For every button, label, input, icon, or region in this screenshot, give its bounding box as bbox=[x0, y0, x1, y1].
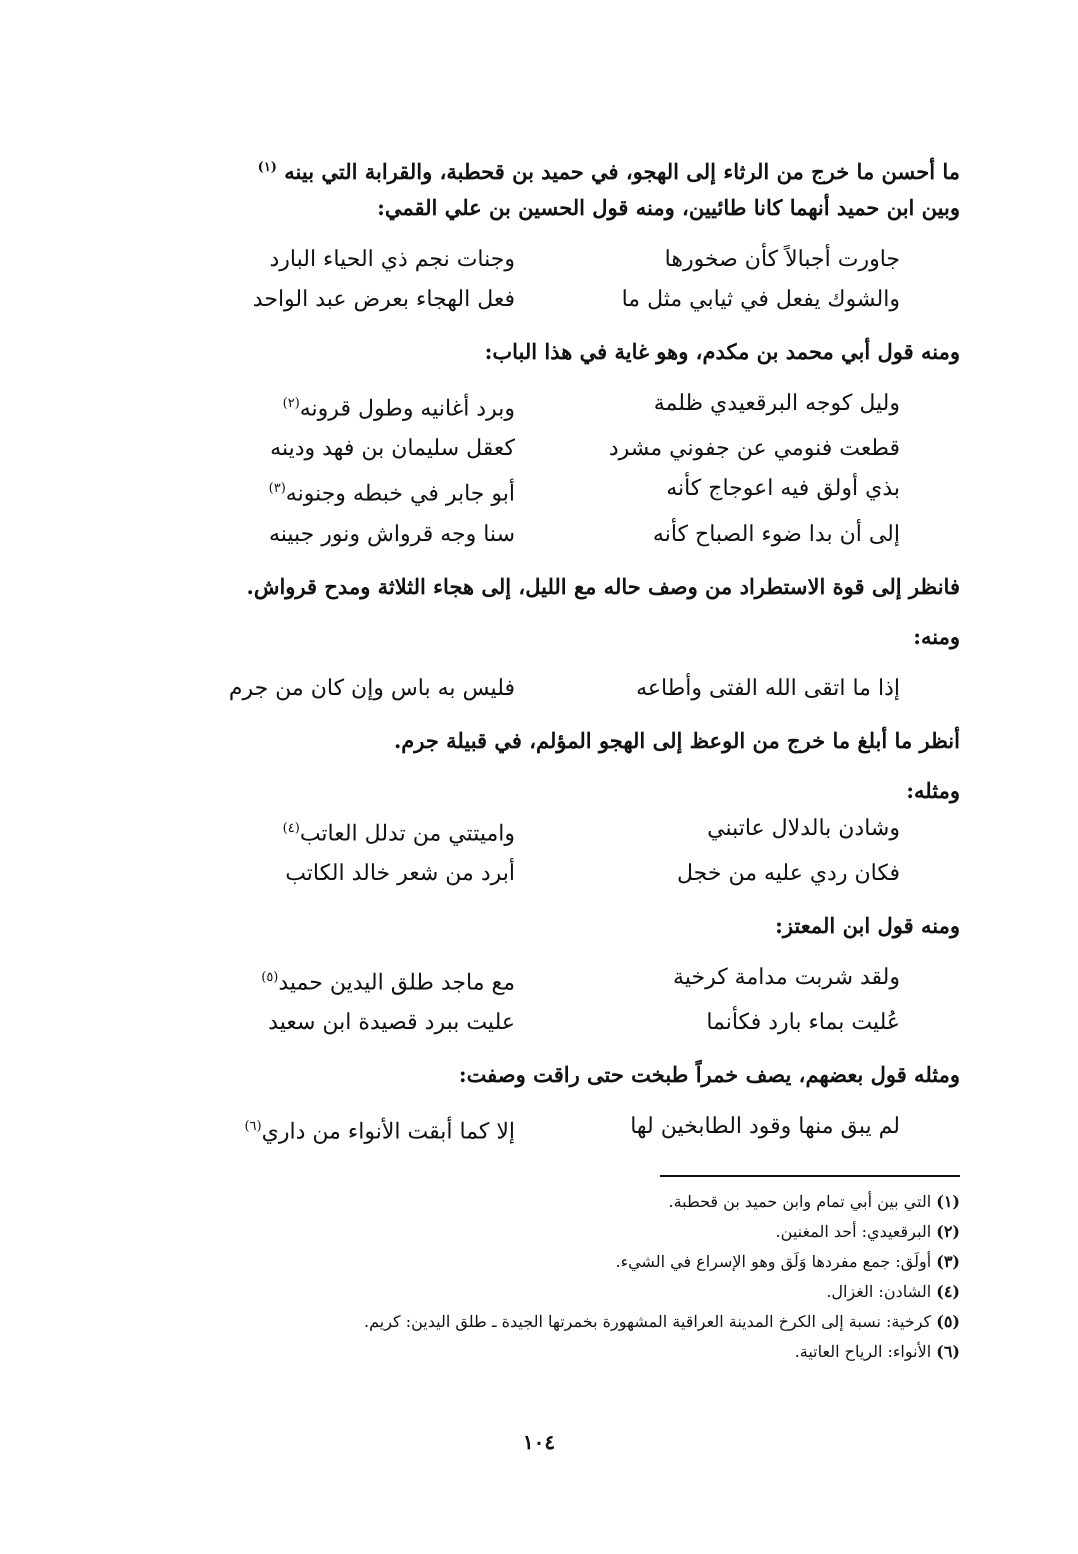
footnote-ref-4: (٤) bbox=[282, 820, 300, 836]
poem-6 bbox=[190, 1107, 960, 1152]
second-hemistich: عليت ببرد قصيدة ابن سعيد bbox=[268, 1010, 515, 1036]
verse bbox=[190, 515, 960, 555]
footnote: (٦) الأنواء: الرياح العاتية. bbox=[794, 1341, 960, 1361]
second-hemistich: كعقل سليمان بن فهد ودينه bbox=[270, 436, 515, 462]
poem-3 bbox=[190, 669, 960, 709]
first-hemistich: وشادن بالدلال عاتبني bbox=[707, 815, 900, 841]
first-hemistich: جاورت أجبالاً كأن صخورها bbox=[664, 247, 900, 272]
paragraph-5: أنظر ما أبلغ ما خرج من الوعظ إلى الهجو المؤلم، في قبيلة جرم. bbox=[393, 727, 960, 753]
second-hemistich: إلا كما أبقت الأنواء من داري$^{(٦)}$ bbox=[244, 1119, 515, 1145]
first-hemistich: ولقد شربت مدامة كرخية bbox=[673, 964, 900, 990]
first-hemistich: والشوك يفعل في ثيابي مثل ما bbox=[621, 287, 900, 312]
paragraph-7: ومنه قول ابن المعتز: bbox=[775, 912, 960, 938]
verse bbox=[190, 1003, 960, 1043]
page-number: ١٠٤ bbox=[522, 1430, 556, 1454]
second-hemistich: أبو جابر في خبطه وجنونه$^{(٣)}$ bbox=[268, 481, 515, 507]
second-hemistich: أبرد من شعر خالد الكاتب bbox=[285, 860, 515, 886]
footnote-ref-6: (٦) bbox=[244, 1119, 262, 1135]
verse bbox=[190, 429, 960, 469]
poem-2 bbox=[190, 384, 960, 555]
paragraph-2: ومنه قول أبي محمد بن مكدم، وهو غاية في هذا الباب: bbox=[484, 339, 960, 364]
verse bbox=[190, 669, 960, 709]
verse bbox=[190, 854, 960, 894]
footnote: (١) التي بين أبي تمام وابن حميد بن قحطبة. bbox=[668, 1191, 960, 1211]
first-hemistich: إلى أن بدا ضوء الصباح كأنه bbox=[652, 521, 900, 547]
first-hemistich: إذا ما اتقى الله الفتى وأطاعه bbox=[636, 675, 900, 701]
second-hemistich: فعل الهجاء بعرض عبد الواحد bbox=[252, 287, 515, 312]
footnote: (٢) البرقعيدي: أحد المغنين. bbox=[775, 1221, 960, 1241]
verse bbox=[190, 280, 960, 320]
first-hemistich: قطعت فنومي عن جفوني مشرد bbox=[608, 436, 900, 462]
poem-1 bbox=[190, 240, 960, 320]
footnote-ref-3: (٣) bbox=[268, 481, 286, 497]
footnotes bbox=[190, 1187, 960, 1367]
second-hemistich: سنا وجه قرواش ونور جبينه bbox=[268, 521, 515, 547]
footnote-ref-1: (١) bbox=[257, 160, 277, 175]
second-hemistich: وبرد أغانيه وطول قرونه$^{(٢)}$ bbox=[282, 396, 515, 422]
poem-4 bbox=[190, 809, 960, 894]
footnote-separator bbox=[660, 1175, 960, 1177]
second-hemistich: واميتتي من تدلل العاتب$^{(٤)}$ bbox=[282, 820, 515, 846]
footnote-ref-5: (٥) bbox=[261, 969, 279, 985]
first-hemistich: بذي أولق فيه اعوجاج كأنه bbox=[666, 476, 900, 502]
page-body bbox=[190, 150, 960, 1367]
second-hemistich: وجنات نجم ذي الحياء البارد bbox=[269, 247, 515, 272]
verse bbox=[190, 240, 960, 280]
paragraph-3: فانظر إلى قوة الاستطراد من وصف حاله مع الليل، إلى هجاء الثلاثة ومدح قرواش. bbox=[246, 573, 960, 599]
poem-5 bbox=[190, 958, 960, 1043]
footnote: (٤) الشادن: الغزال. bbox=[826, 1281, 960, 1301]
first-hemistich: فكان ردي عليه من خجل bbox=[677, 860, 900, 886]
footnote-ref-2: (٢) bbox=[282, 396, 300, 411]
first-hemistich: عُليت بماء بارد فكأنما bbox=[706, 1010, 900, 1036]
footnote: (٥) كرخية: نسبة إلى الكرخ المدينة العراقية المشهورة بخمرتها الجيدة ـ طلق اليدين: كريم. bbox=[364, 1311, 960, 1331]
verse bbox=[190, 1107, 960, 1152]
first-hemistich: وليل كوجه البرقعيدي ظلمة bbox=[653, 391, 900, 416]
paragraph-4: ومنه: bbox=[913, 623, 960, 649]
intro-line2: وبين ابن حميد أنهما كانا طائيين، ومنه قول الحسين بن علي القمي: bbox=[377, 195, 960, 220]
verse bbox=[190, 469, 960, 514]
second-hemistich: مع ماجد طلق اليدين حميد$^{(٥)}$ bbox=[261, 969, 515, 996]
paragraph-8: ومثله قول بعضهم، يصف خمراً طبخت حتى راقت وصفت: bbox=[458, 1062, 960, 1088]
intro-line1: ما أحسن ما خرج من الرثاء إلى الهجو، في حميد بن قحطبة، والقرابة التي بينه bbox=[284, 159, 960, 184]
footnote: (٣) أولَق: جمع مفردها وَلَق وهو الإسراع في الشيء. bbox=[615, 1251, 960, 1271]
second-hemistich: فليس به باس وإن كان من جرم bbox=[228, 675, 515, 701]
first-hemistich: لم يبق منها وقود الطابخين لها bbox=[630, 1114, 900, 1140]
verse bbox=[190, 958, 960, 1003]
paragraph-6: ومثله: bbox=[906, 777, 960, 803]
intro-paragraph bbox=[190, 150, 960, 226]
verse bbox=[190, 384, 960, 429]
verse bbox=[190, 809, 960, 854]
